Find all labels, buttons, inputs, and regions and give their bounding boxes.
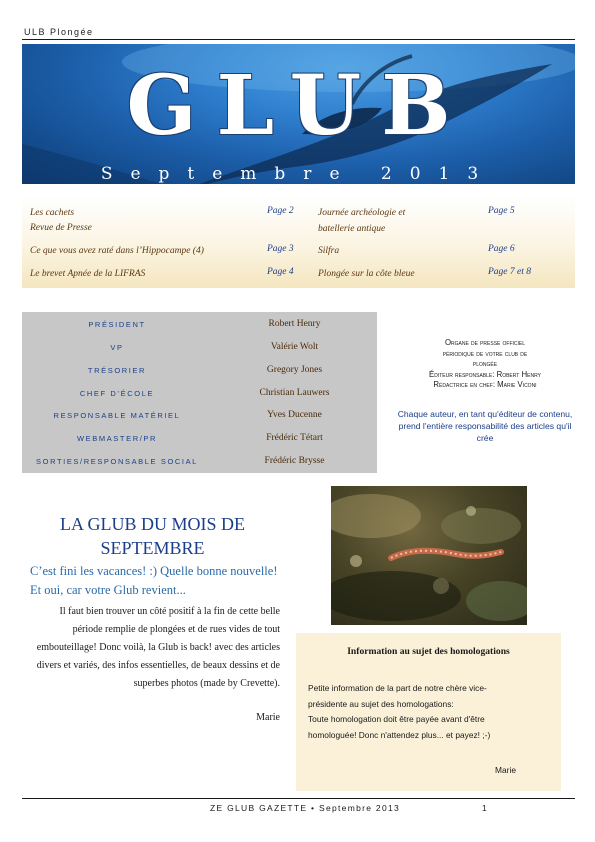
toc-page: Page 3 [267, 244, 294, 254]
toc-page: Page 5 [488, 206, 515, 216]
imprint-block [390, 338, 580, 391]
committee-role: VP [110, 343, 124, 352]
toc-page: Page 2 [267, 206, 294, 216]
fireworm-photo-illustration [331, 486, 527, 625]
imprint-line: Organe de presse officiel [444, 338, 526, 347]
committee-name: Frédéric Brysse [264, 456, 325, 466]
toc-page: Page 6 [488, 244, 515, 254]
toc-item[interactable]: Revue de Presse [30, 223, 92, 233]
info-box-line: présidente au sujet des homologations: [308, 698, 454, 709]
masthead-issue-date: Septembre 2013 [100, 164, 497, 184]
toc-item[interactable]: Journée archéologie et [318, 208, 406, 218]
committee-name: Yves Ducenne [267, 410, 322, 420]
imprint-note: Chaque auteur, en tant qu'éditeur de contenu, prend l'entière responsabilité des articles qu'il crée [397, 409, 573, 443]
article-signature: Marie [256, 712, 280, 723]
committee-role: RESPONSABLE MATÉRIEL [53, 411, 181, 420]
info-box-title: Information au sujet des homologations [347, 646, 510, 657]
article-body: Il faut bien trouver un côté positif à la fin de cette belle période remplie de plongées et de rues vides de tout embouteillage! Donc voilà, la Glub is back! avec des articles divers et variés, des infos essentielles, de beaux dessins et de superbes photos (made by Crevette). [36, 606, 280, 689]
imprint-line: périodique de votre club de [442, 348, 528, 358]
committee-role: TRÉSORIER [87, 366, 147, 375]
info-box-body [308, 681, 553, 743]
underwater-photo [331, 486, 527, 625]
info-box-line: Petite information de la part de notre chère vice- [308, 683, 487, 693]
toc-item[interactable]: Plongée sur la côte bleue [318, 269, 415, 279]
info-box-line: homologuée! Donc n'attendez plus... et payez! ;-) [308, 729, 491, 740]
toc-item[interactable]: Ce que vous avez raté dans l’Hippocampe (4) [30, 246, 204, 256]
imprint-line: Éditeur responsable: Robert Henry [429, 369, 541, 379]
masthead-banner [22, 44, 575, 184]
footer-text: ZE GLUB GAZETTE • Septembre 2013 [209, 803, 401, 813]
toc-page: Page 7 et 8 [488, 267, 532, 277]
committee-name: Christian Lauwers [259, 388, 330, 398]
table-of-contents [22, 196, 575, 288]
footer-rule [22, 798, 575, 799]
article-title: LA GLUB DU MOIS DE SEPTEMBRE [59, 514, 245, 558]
toc-item[interactable]: Silfra [318, 246, 340, 256]
toc-item[interactable]: Les cachets [30, 208, 75, 218]
committee-role: WEBMASTER/PR [76, 434, 158, 443]
header-rule [22, 39, 575, 40]
imprint-line: plongée [472, 359, 498, 368]
committee-name: Gregory Jones [266, 365, 323, 375]
page-number: 1 [482, 803, 487, 813]
article-lead: C’est fini les vacances! :) Quelle bonne nouvelle! Et oui, car votre Glub revient... [30, 564, 278, 597]
organization-name: ULB Plongée [24, 27, 94, 37]
imprint-line: Rédactrice en chef: Marie Viconi [433, 380, 537, 389]
info-box-line: Toute homologation doit être payée avant d'être [308, 714, 485, 724]
committee-name: Valérie Wolt [270, 342, 319, 352]
toc-page: Page 4 [267, 267, 294, 277]
committee-role: SORTIES/RESPONSABLE SOCIAL [36, 457, 198, 466]
info-box-signature: Marie [495, 765, 516, 775]
committee-role: PRÉSIDENT [88, 320, 146, 329]
committee-name: Robert Henry [268, 319, 321, 329]
committee-role: CHEF D’ÉCOLE [79, 389, 155, 398]
masthead-title: GLUB [126, 58, 471, 154]
committee-table [22, 312, 377, 473]
toc-item[interactable]: Le brevet Apnée de la LIFRAS [30, 269, 146, 279]
homologation-info-box [296, 633, 561, 791]
committee-name: Frédéric Tétart [266, 433, 323, 443]
toc-item[interactable]: batellerie antique [318, 224, 386, 234]
